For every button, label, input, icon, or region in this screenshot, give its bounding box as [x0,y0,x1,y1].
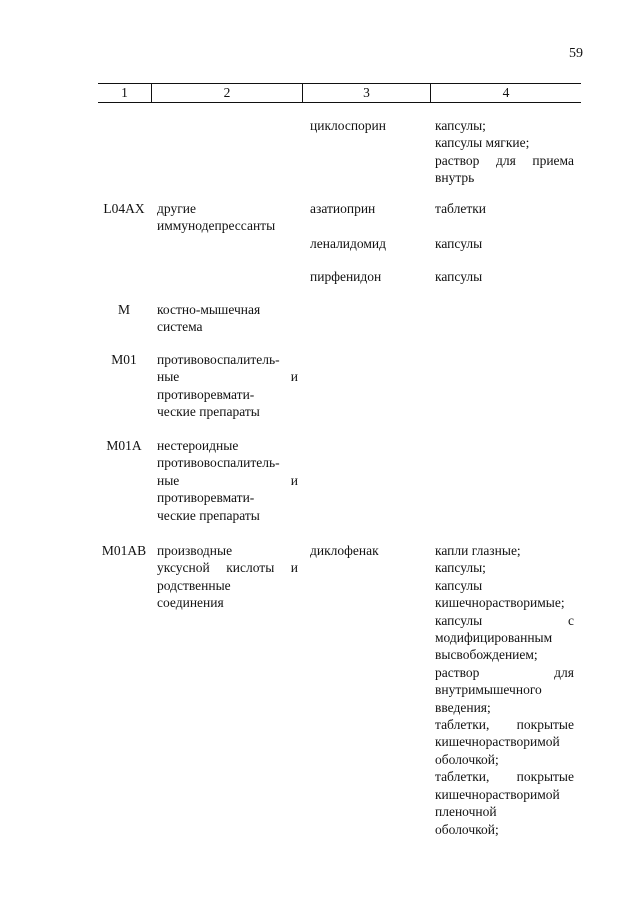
drug-name: циклоспорин [310,118,386,133]
group-line: ные и [157,369,298,385]
form-line: раствор для приема [435,152,574,168]
dosage-forms [435,268,574,285]
form-line: кишечнорастворимой [435,734,560,750]
group-line: производные [157,543,233,558]
group-name [157,437,298,524]
group-line: уксусной кислоты и [157,560,298,576]
form-line: введения; [435,699,491,715]
group-line: противоревмати- [157,490,255,506]
atc-code: M01 [111,352,137,367]
atc-code: L04AX [103,201,145,216]
group-line: иммунодепрессанты [157,218,276,234]
table-header [98,83,581,103]
page-number: 59 [569,46,583,61]
form-line: высвобождением; [435,647,538,663]
drug-name: азатиоприн [310,201,376,216]
form-line: модифицированным [435,630,553,646]
group-name [157,200,298,235]
header-col-4: 4 [502,85,510,100]
group-line: костно-мышечная [157,302,261,317]
group-line: ческие препараты [157,507,260,523]
header-col-2: 2 [152,84,303,102]
drug-name: пирфенидон [310,269,382,284]
drug-name: леналидомид [310,236,387,251]
form-line: капсулы [435,577,483,593]
form-line: кишечнорастворимые; [435,595,565,611]
atc-code: M [117,302,130,317]
group-line: другие [157,201,196,216]
form-line: таблетки, покрытые [435,717,574,733]
form-line: таблетки [435,201,487,216]
group-line: система [157,319,203,335]
dosage-forms [435,200,574,217]
header-col-3: 3 [303,84,431,102]
form-line: капсулы мягкие; [435,135,530,151]
atc-code: M01A [106,438,142,453]
form-line: пленочной [435,804,497,820]
dosage-forms [435,542,574,838]
group-name [157,542,298,612]
form-line: таблетки, покрытые [435,769,574,785]
group-line: соединения [157,595,224,611]
dosage-forms [435,117,574,187]
group-line: родственные [157,577,231,593]
header-col-1: 1 [98,84,152,102]
atc-code: M01AB [101,543,147,558]
form-line: внутрь [435,170,475,186]
form-line: капсулы [435,236,483,251]
form-line: капсулы с [435,612,574,628]
group-line: ные и [157,472,298,488]
form-line: оболочкой; [435,821,499,837]
group-line: противовоспалитель- [157,352,280,367]
form-line: раствор для [435,664,574,680]
group-line: противовоспалитель- [157,455,280,471]
form-line: оболочкой; [435,751,499,767]
group-name [157,351,298,421]
form-line: капсулы; [435,560,486,576]
group-name [157,301,298,336]
drug-name: диклофенак [310,543,379,558]
form-line: капсулы [435,269,483,284]
form-line: кишечнорастворимой [435,786,560,802]
dosage-forms [435,235,574,252]
form-line: капли глазные; [435,543,521,558]
form-line: внутримышечного [435,682,542,698]
group-line: противоревмати- [157,386,255,402]
form-line: капсулы; [435,118,486,133]
group-line: нестероидные [157,438,239,453]
group-line: ческие препараты [157,404,260,420]
